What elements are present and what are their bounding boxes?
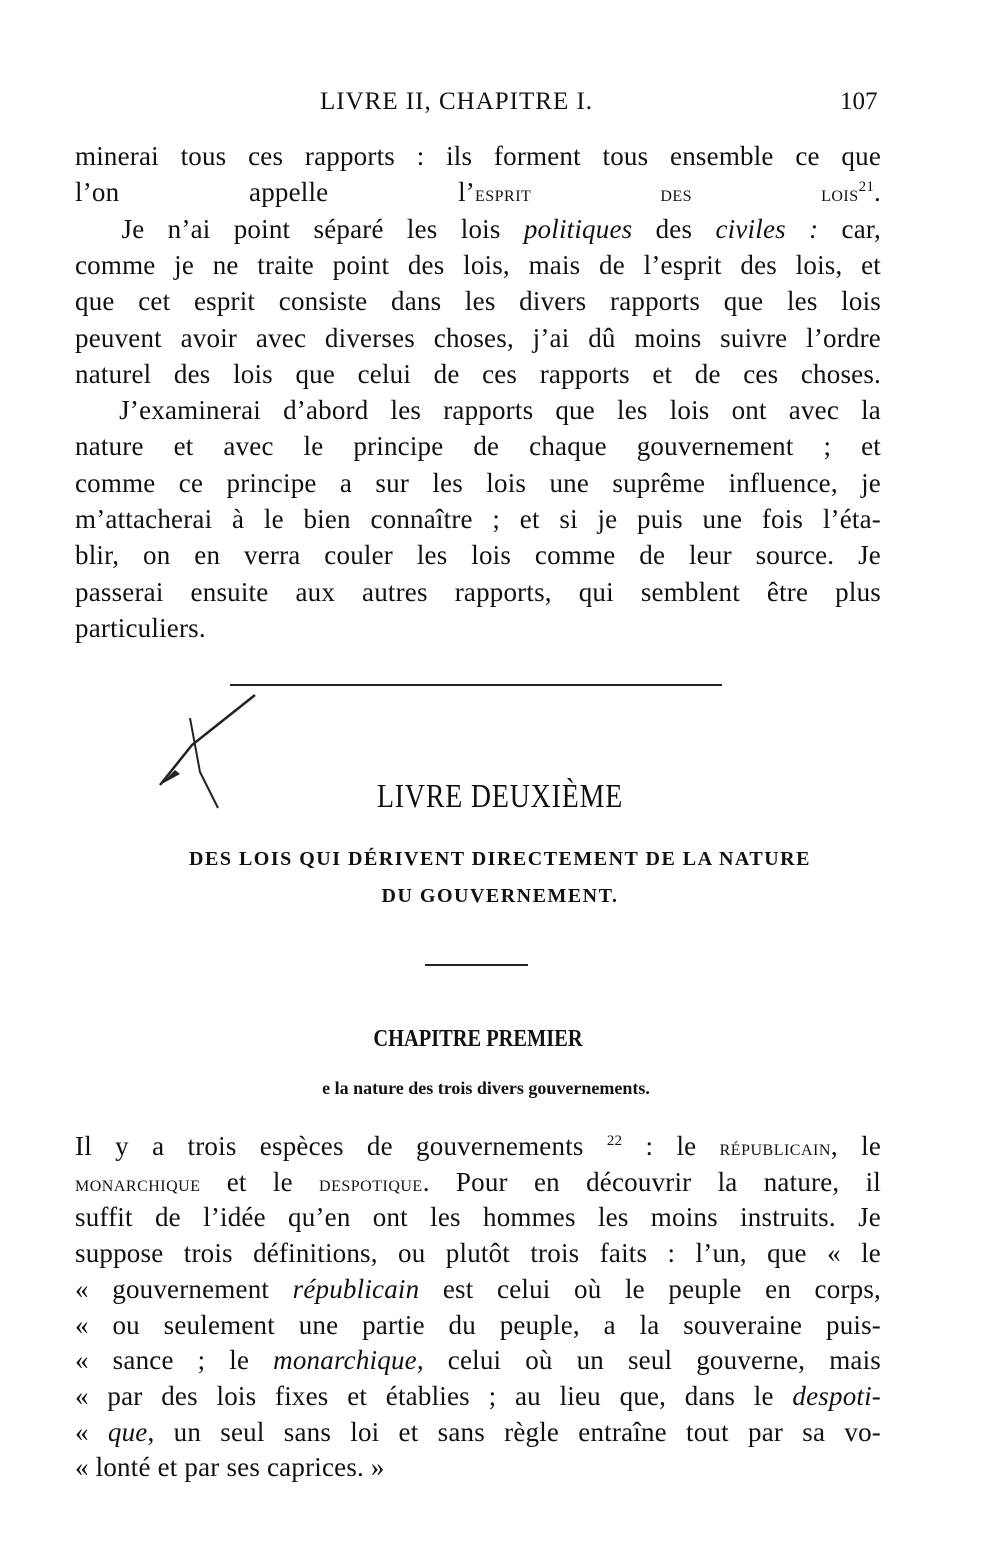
text-segment: politiques [523,213,633,244]
text-line [75,358,881,390]
text-line [75,1344,881,1376]
text-segment: et le [200,1166,320,1197]
text-line [75,322,881,354]
text-segment: « lonté et par ses caprices. » [75,1452,385,1483]
text-line [75,539,881,571]
chapter-subtitle: e la nature des trois divers gouvernements. [322,1078,650,1098]
text-line [75,394,881,426]
text-line [75,1309,881,1341]
text-segment: peuvent avoir avec diverses choses, j’ai dû moins suivre l’ordre [75,322,881,353]
text-segment: l’on appelle l’ [75,177,475,208]
text-segment: esprit des lois [474,181,859,207]
text-line [75,503,881,535]
text-segment: Il y a trois espèces de gouvernements [75,1131,607,1161]
text-segment: monarchique, [273,1345,424,1376]
text-segment: particuliers. [75,612,206,643]
footnote-ref: 21 [858,179,875,196]
text-segment: est celui où le peuple en corps, [419,1273,881,1304]
text-segment: que cet esprit consiste dans les divers rapports que les lois [75,286,881,317]
text-segment: car, [818,213,881,244]
text-line [75,576,881,608]
text-segment: des [632,213,716,244]
text-segment: civiles : [715,213,819,244]
text-segment: « ou seulement une partie du peuple, a la souveraine puis- [75,1309,881,1340]
text-segment: celui où un seul gouverne, mais [423,1345,881,1376]
book-subtitle-line-2: DU GOUVERNEMENT. [381,885,619,907]
book-subtitle-line-1: DES LOIS QUI DÉRIVENT DIRECTEMENT DE LA NATURE [189,848,811,870]
text-segment: , un seul sans loi et sans règle entraîne tout par sa vo- [147,1416,881,1447]
text-segment: passerai ensuite aux autres rapports, qui semblent être plus [75,576,881,607]
text-line [75,1416,881,1448]
text-line [75,1166,881,1200]
text-segment: « gouvernement [75,1273,293,1304]
text-segment: despoti- [792,1380,881,1411]
chapter-title: CHAPITRE PREMIER [373,1026,583,1052]
text-segment: comme je ne traite point des lois, mais de l’esprit des lois, et [75,249,881,280]
text-segment: monarchique [75,1170,201,1196]
text-line [75,1380,881,1412]
section-divider [230,684,722,686]
running-header: LIVRE II, CHAPITRE I. [320,88,594,115]
text-segment: républicain [292,1273,420,1304]
text-segment: minerai tous ces rapports : ils forment tous ensemble ce que [75,141,881,171]
text-line [75,1130,881,1164]
text-segment: « [75,1416,108,1447]
text-line [75,430,881,462]
text-line [75,140,881,172]
text-segment: nature et avec le principe de chaque gouvernement ; et [75,431,881,462]
text-line [75,1237,881,1269]
page-number: 107 [840,88,878,115]
text-segment: que [107,1416,148,1447]
text-line [75,467,881,499]
text-segment: naturel des lois que celui de ces rapports et de ces choses. [75,358,881,389]
text-line [75,285,881,317]
text-segment: suffit de l’idée qu’en ont les hommes les moins instruits. Je [75,1202,881,1233]
text-line [75,1201,881,1233]
footnote-ref: 22 [606,1133,623,1149]
text-segment: J’examinerai d’abord les rapports que les lois ont avec la [75,395,881,426]
text-segment: : le [622,1131,720,1161]
book-title: LIVRE DEUXIÈME [376,778,624,815]
text-line [75,213,881,245]
text-segment: . Pour en découvrir la nature, il [422,1166,881,1197]
text-segment: m’attacherai à le bien connaître ; et si je puis une fois l’éta- [75,504,881,534]
text-segment: Je n’ai point séparé les lois [75,213,524,244]
text-segment: , le [830,1131,881,1161]
text-line [75,1451,881,1483]
text-segment: « sance ; le [75,1345,274,1376]
text-segment: blir, on en verra couler les lois comme de leur source. Je [75,540,881,571]
short-divider [425,964,528,966]
text-segment: . [874,177,881,208]
text-segment: comme ce principe a sur les lois une suprême influence, je [75,467,881,498]
text-segment: suppose trois définitions, ou plutôt trois faits : l’un, que « le [75,1238,881,1269]
text-line [75,1273,881,1305]
text-line [75,176,881,210]
text-line [75,612,881,644]
text-segment: « par des lois fixes et établies ; au lieu que, dans le [75,1380,793,1411]
text-segment: républicain [719,1135,831,1160]
text-segment: despotique [319,1170,423,1196]
text-line [75,249,881,281]
